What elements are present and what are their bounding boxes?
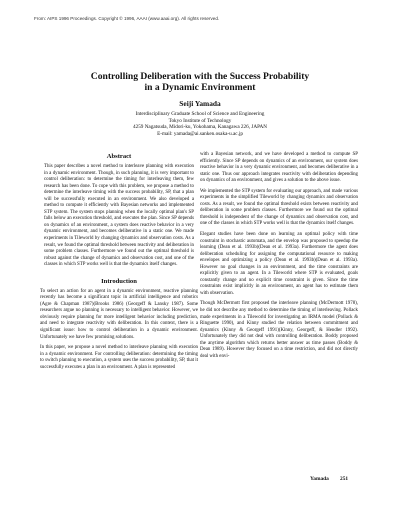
source-note: From: AIPS 1996 Proceedings. Copyright © 1996, AAAI (www.aaai.org). All rights reserved.	[34, 16, 220, 21]
affiliation-email: E-mail: yamada@ai.sanken.osaka-u.ac.jp	[157, 130, 243, 137]
body-paragraph-3: Elegant studies have been done on learning an optimal policy with time constraint in stochastic automata, and the envelop was proposed to speedup the learning (Dean et al. 1993b)(Dean et al. 1993a). Furthermore the agent does deliberation scheduling for assigning the computational resource to making envelopes and optimizing a policy (Dean et al. 1993b)(Dean et al. 1993a). However no goal changes in an environment, and the time constraints are explicitly given to an agent. In a Tileworld where STP is evaluated, goals constantly change and no explicit time constraint is given. Since the time constraints exist implicitly in an environment, an agent has to estimate them with observation.	[200, 232, 358, 296]
intro-paragraph-1: To select an action for an agent in a dynamic environment, reactive planning recently has become a significant topic in artificial intelligence and robotics (Agre & Chapman 1987)(Brooks 1986) (Georgeff & Lansky 1987). Some researchers argue no planning is necessary to intelligent behavior. However, we obviously require planning for more intelligent behavior including prediction, and need to integrate reactivity with deliberation. In this context, there is a significant issue: how to control deliberation in a dynamic environment. Unfortunately we have few promising solutions.	[40, 288, 198, 340]
author-name: Seiji Yamada	[179, 99, 221, 108]
paper-title-line-1: Controlling Deliberation with the Success Probability	[90, 71, 310, 82]
right-column	[200, 152, 358, 364]
affiliation-line: Interdisciplinary Graduate School of Science and Engineering	[135, 111, 265, 117]
paper-title-line-2: in a Dynamic Environment	[144, 82, 256, 93]
affiliation-block	[0, 111, 400, 137]
left-column	[40, 152, 198, 375]
abstract-heading: Abstract	[106, 153, 132, 160]
body-paragraph-1: with a Bayesian network, and we have developed a method to compute SP efficiently. Since SP depends on dynamics of an environment, our system does reactive behavior in a very dynamic environment, and becomes deliberative in a static one. Thus our approach integrates reactivity with deliberation depending on dynamics of an environment, and gives a solution to the above issue.	[200, 152, 358, 184]
affiliation-line: Tokyo Institute of Technology	[168, 117, 232, 124]
body-paragraph-4: Though McDermott first proposed the interleave planning (McDermott 1978), he did not describe any method to determine the timing of interleaving. Pollack made experiments in a Tileworld for investigating an IRMA model (Pollack & Ringuette 1990), and Kinny studied the relation between commitment and dynamics (Kinny & Georgeff 1991)(Kinny, Georgeff, & Hendler 1992). Unfortunately they did not deal with controlling deliberation. Boddy proposed the anytime algorithm which returns better answer as time passes (Boddy & Dean 1989). However they focused on a time restriction, and did not directly deal with envi-	[200, 301, 358, 359]
affiliation-line: 4259 Nagatsuda, Midori-ku, Yokohama, Kanagawa 226, JAPAN	[133, 124, 267, 131]
footer-author: Yamada	[310, 476, 329, 482]
abstract-section	[40, 164, 198, 269]
page-number: 251	[340, 476, 349, 482]
introduction-heading: Introduction	[101, 277, 137, 285]
body-paragraph-2: We implemented the STP system for evaluating our approach, and made various experiments in the simplified Tileworld by changing dynamics and observation costs. As a result, we found the optimal threshold exists between reactivity and deliberation in some problem classes. Furthermore we found out the optimal threshold is independent of the change of dynamics and observation cost, and one of the classes in which STP works well is that the dynamics itself changes.	[200, 188, 358, 227]
intro-paragraph-2: In this paper, we propose a novel method to interleave planning with execution in a dynamic environment. For controlling deliberation: determining the timing to switch planning to execution, a system uses the success probability, SP, that it successfully executes a plan in an environment. A plan is represented	[40, 345, 198, 370]
abstract-text: This paper describes a novel method to interleave planning with execution in a dynamic environment. Though, in such planning, it is very important to control deliberation: to determine the timing for interleaving them, few research has been done. To cope with this problem, we propose a method to determine the interleave timing with the success probability, SP, that a plan will be successfully executed in an environment. We also developed a method to compute it efficiently with Bayesian networks and implemented STP system. The system stops planning when the locally optimal plan's SP falls below an execution threshold, and executes the plan. Since SP depends on dynamics of an environment, a system does reactive behavior in a very dynamic environment, and becomes deliberative in a static one. We made experiments in Tileworld by changing dynamics and observation costs. As a result, we found the optimal threshold between reactivity and deliberation in some problem classes. Furthermore we found out the optimal threshold is robust against the change of dynamics and observation cost, and one of the classes in which STP works well is that the dynamics itself changes.	[44, 164, 194, 268]
